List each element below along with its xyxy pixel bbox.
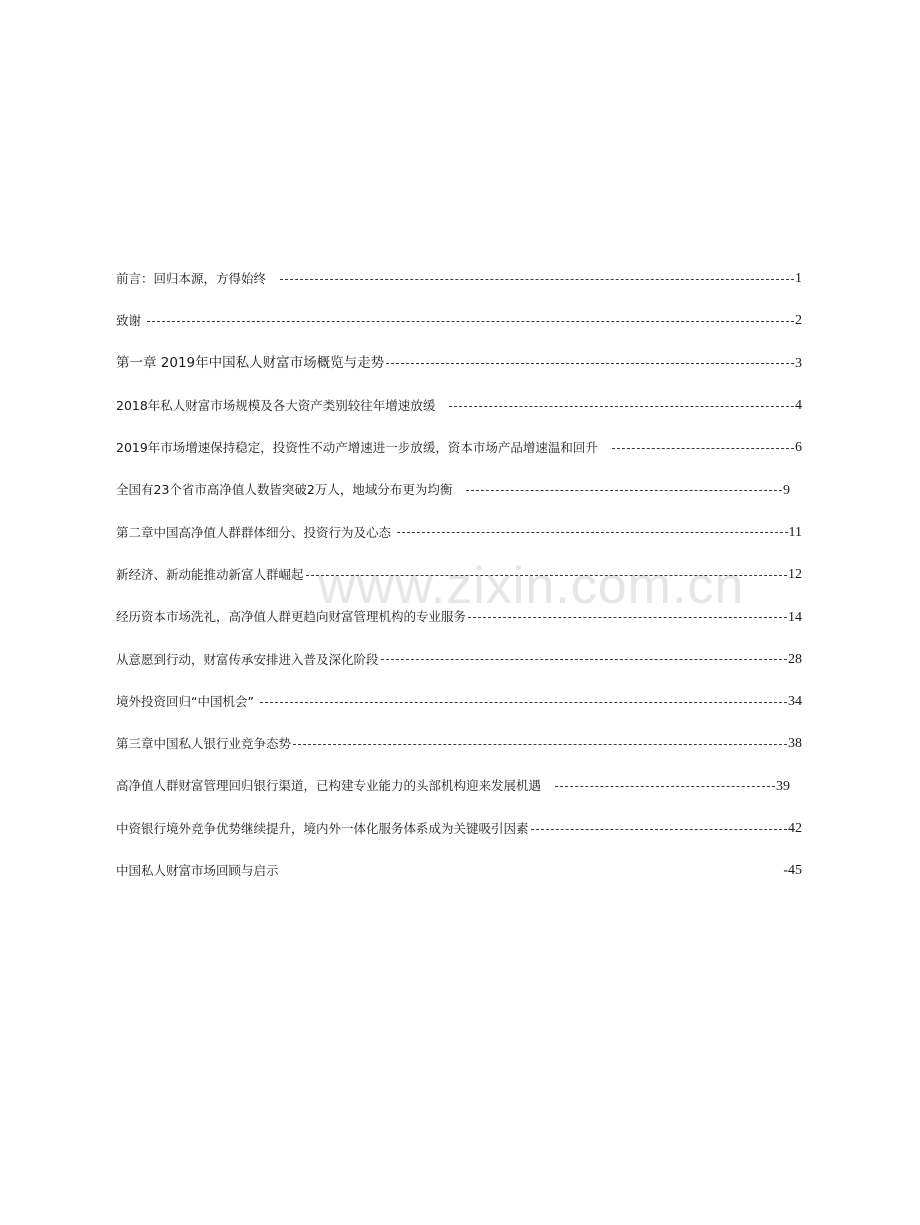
toc-entry[interactable] <box>116 639 802 681</box>
toc-entry-page: -45 <box>783 863 802 879</box>
toc-entry-title: 高净值人群财富管理回归银行渠道，已构建专业能力的头部机构迎来发展机遇 <box>116 778 542 794</box>
toc-entry[interactable] <box>116 681 802 723</box>
toc-entry[interactable] <box>116 766 802 808</box>
toc-entry-title: 从意愿到行动，财富传承安排进入普及深化阶段 <box>116 651 379 667</box>
toc-leader-dots <box>449 406 794 407</box>
toc-entry-title: 中资银行境外竞争优势继续提升，境内外一体化服务体系成为关键吸引因素 <box>116 820 529 836</box>
toc-leader-dots <box>306 575 787 576</box>
toc-entry-page: 6 <box>795 440 802 456</box>
toc-entry[interactable] <box>116 385 802 427</box>
toc-entry-page: 14 <box>788 609 802 625</box>
table-of-contents <box>116 258 802 892</box>
toc-entry[interactable] <box>116 554 802 596</box>
toc-entry[interactable] <box>116 723 802 765</box>
toc-entry-page: 3 <box>795 355 802 371</box>
toc-leader-dots <box>260 702 787 703</box>
toc-entry[interactable] <box>116 427 802 469</box>
toc-entry-page: 28 <box>788 651 802 667</box>
toc-entry[interactable] <box>116 343 802 385</box>
toc-entry-title: 第二章中国高净值人群群体细分、投资行为及心态 <box>116 524 392 540</box>
toc-entry[interactable] <box>116 512 802 554</box>
toc-leader-dots <box>293 744 787 745</box>
toc-leader-dots <box>466 490 782 491</box>
toc-entry-title: 致谢 <box>116 313 142 329</box>
toc-entry-title: 第一章 2019年中国私人财富市场概览与走势 <box>116 354 385 371</box>
toc-entry[interactable] <box>116 808 802 850</box>
toc-entry-title: 前言：回归本源，方得始终 <box>116 270 267 286</box>
toc-entry[interactable] <box>116 850 802 892</box>
toc-leader-dots <box>280 279 794 280</box>
toc-entry-page: 9 <box>783 482 790 498</box>
toc-entry-title: 境外投资回归“中国机会” <box>116 693 254 709</box>
toc-entry-page: 38 <box>788 736 802 752</box>
toc-entry[interactable] <box>116 258 802 300</box>
toc-entry[interactable] <box>116 469 802 511</box>
toc-entry-title: 全国有23个省市高净值人数皆突破2万人，地域分布更为均衡 <box>116 482 453 498</box>
toc-leader-dots <box>381 659 787 660</box>
watermark: www.zixin.com.cn <box>318 557 745 615</box>
toc-entry-title: 中国私人财富市场回顾与启示 <box>116 863 279 879</box>
toc-leader-dots <box>468 617 787 618</box>
toc-entry-page: 39 <box>776 778 790 794</box>
toc-entry-title: 2019年市场增速保持稳定，投资性不动产增速进一步放缓，资本市场产品增速温和回升 <box>116 440 598 456</box>
toc-entry-page: 12 <box>788 567 802 583</box>
toc-entry-page: 1 <box>795 271 802 287</box>
toc-entry-page: 34 <box>788 694 802 710</box>
toc-leader-dots <box>531 829 787 830</box>
toc-entry-title: 经历资本市场洗礼，高净值人群更趋向财富管理机构的专业服务 <box>116 609 467 625</box>
toc-leader-dots <box>386 363 794 364</box>
toc-entry-title: 2018年私人财富市场规模及各大资产类别较往年增速放缓 <box>116 397 436 413</box>
toc-leader-dots <box>612 448 794 449</box>
toc-entry-page: 2 <box>795 313 802 329</box>
toc-leader-dots <box>397 532 788 533</box>
toc-leader-dots <box>555 786 775 787</box>
toc-entry-page: 42 <box>788 821 802 836</box>
toc-entry[interactable] <box>116 596 802 638</box>
toc-entry-title: 新经济、新动能推动新富人群崛起 <box>116 566 304 582</box>
toc-entry-title: 第三章中国私人银行业竞争态势 <box>116 736 292 752</box>
toc-entry[interactable] <box>116 300 802 342</box>
toc-entry-page: 4 <box>795 398 802 414</box>
toc-leader-dots <box>147 321 794 322</box>
toc-entry-page: 11 <box>788 524 802 540</box>
